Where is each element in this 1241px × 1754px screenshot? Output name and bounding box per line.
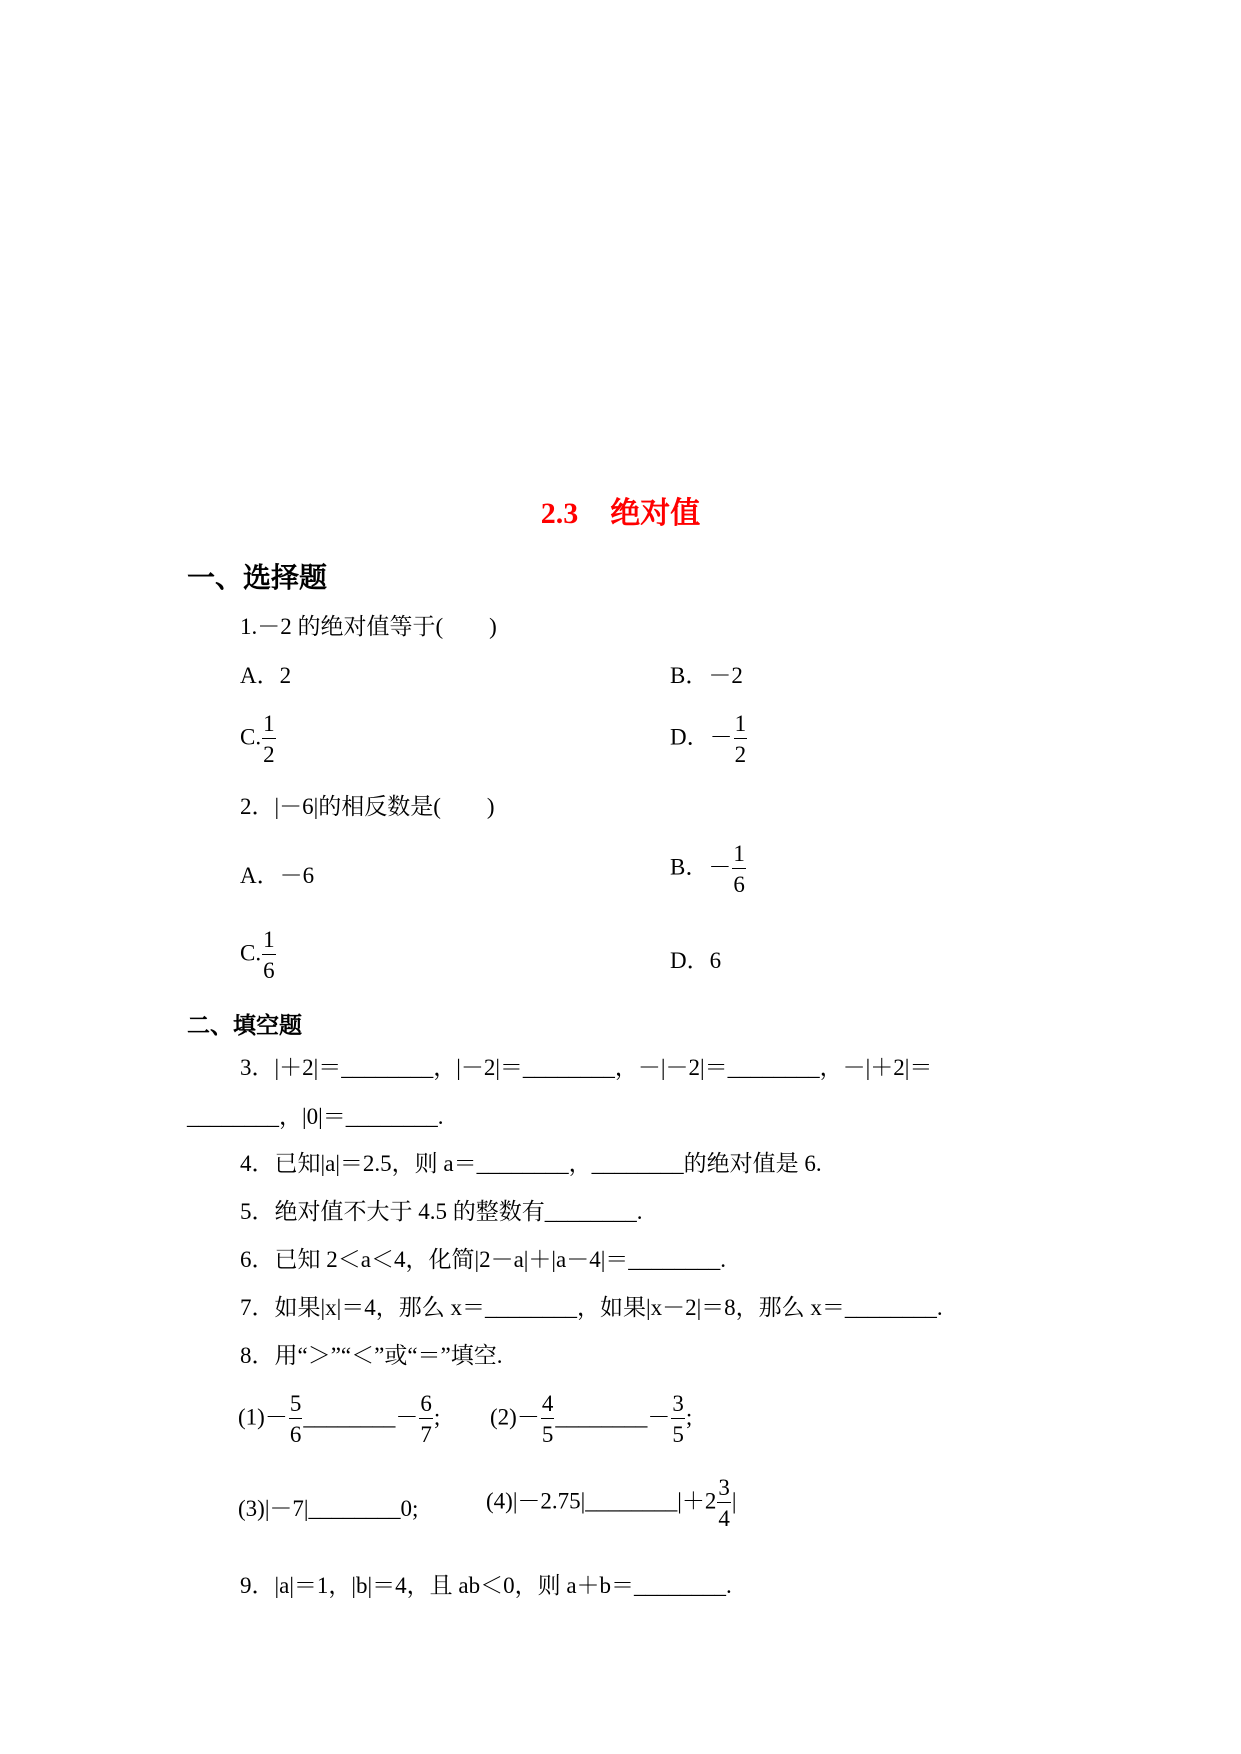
q8-part-1-end: ; xyxy=(433,1404,441,1430)
q1-option-d-prefix: D．－ xyxy=(670,724,733,750)
q2-option-b-prefix: B．－ xyxy=(670,854,732,880)
q8-part-1-prefix: (1)－ xyxy=(238,1404,288,1430)
fraction-numerator: 1 xyxy=(262,928,276,955)
q8-part-1-fraction-a xyxy=(289,1392,303,1446)
q8-part-4-end: | xyxy=(731,1488,737,1514)
page-title xyxy=(0,488,1241,532)
fraction-denominator: 4 xyxy=(718,1506,730,1531)
q8-part-1 xyxy=(238,1392,440,1446)
fraction-numerator: 3 xyxy=(717,1476,731,1503)
q8-part-2-blank: ________－ xyxy=(555,1404,671,1430)
question-3-line1: 3．|＋2|＝________，|－2|＝________，－|－2|＝________，－|＋2|＝ xyxy=(240,1055,933,1080)
q2-option-a: A．－6 xyxy=(240,863,315,888)
q8-part-2-end: ; xyxy=(685,1404,693,1430)
section-heading-fill: 二、填空题 xyxy=(187,1013,302,1038)
question-8-stem: 8．用“＞”“＜”或“＝”填空. xyxy=(240,1343,503,1368)
question-4: 4．已知|a|＝2.5，则 a＝________，________的绝对值是 6. xyxy=(240,1151,822,1176)
fraction-denominator: 5 xyxy=(672,1422,684,1447)
q1-option-c-prefix: C. xyxy=(240,724,262,750)
q2-option-c xyxy=(240,928,277,982)
fraction-denominator: 2 xyxy=(734,742,747,767)
q1-option-c-fraction xyxy=(262,712,276,766)
fraction-numerator: 1 xyxy=(734,712,748,739)
q8-part-2-fraction-a xyxy=(541,1392,555,1446)
fraction-denominator: 6 xyxy=(263,958,275,983)
q2-option-d: D．6 xyxy=(670,948,722,973)
fraction-denominator: 2 xyxy=(263,742,275,767)
question-6: 6．已知 2＜a＜4，化简|2－a|＋|a－4|＝________. xyxy=(240,1247,727,1272)
q2-option-b xyxy=(670,842,747,896)
question-9: 9．|a|＝1，|b|＝4，且 ab＜0，则 a＋b＝________. xyxy=(240,1573,732,1598)
fraction-numerator: 5 xyxy=(289,1392,303,1419)
question-3-line2: ________，|0|＝________. xyxy=(187,1104,444,1129)
fraction-denominator: 6 xyxy=(289,1422,302,1447)
q1-option-d xyxy=(670,712,748,766)
fraction-numerator: 3 xyxy=(671,1392,685,1419)
fraction-numerator: 6 xyxy=(419,1392,433,1419)
fraction-numerator: 1 xyxy=(262,712,276,739)
q8-part-1-blank: ________－ xyxy=(303,1404,419,1430)
q8-part-4 xyxy=(486,1476,737,1530)
q8-part-4-prefix: (4)|－2.75|________|＋2 xyxy=(486,1488,717,1514)
fraction-denominator: 5 xyxy=(541,1422,554,1447)
section-heading-choice: 一、选择题 xyxy=(187,563,328,594)
q8-part-1-fraction-b xyxy=(419,1392,433,1446)
q8-part-2-prefix: (2)－ xyxy=(490,1404,540,1430)
question-2-stem: 2．|－6|的相反数是( ) xyxy=(240,794,495,819)
question-5: 5．绝对值不大于 4.5 的整数有________. xyxy=(240,1199,643,1224)
q8-part-2-fraction-b xyxy=(671,1392,685,1446)
title-text: 绝对值 xyxy=(610,497,701,530)
question-7: 7．如果|x|＝4，那么 x＝________，如果|x－2|＝8，那么 x＝________. xyxy=(240,1295,943,1320)
q8-part-2 xyxy=(490,1392,692,1446)
fraction-denominator: 7 xyxy=(420,1422,432,1447)
fraction-denominator: 6 xyxy=(733,872,745,897)
question-1-stem: 1.－2 的绝对值等于( ) xyxy=(240,614,497,639)
fraction-numerator: 1 xyxy=(732,842,746,869)
q2-option-c-prefix: C. xyxy=(240,940,262,966)
q1-option-a: A．2 xyxy=(240,663,292,688)
q2-option-c-fraction xyxy=(262,928,276,982)
q1-option-d-fraction xyxy=(734,712,748,766)
q2-option-b-fraction xyxy=(732,842,746,896)
fraction-numerator: 4 xyxy=(541,1392,555,1419)
q8-part-3: (3)|－7|________0; xyxy=(238,1496,419,1521)
q8-part-4-fraction xyxy=(717,1476,731,1530)
q1-option-b: B．－2 xyxy=(670,663,743,688)
q1-option-c xyxy=(240,712,277,766)
title-number: 2.3 xyxy=(540,497,579,530)
